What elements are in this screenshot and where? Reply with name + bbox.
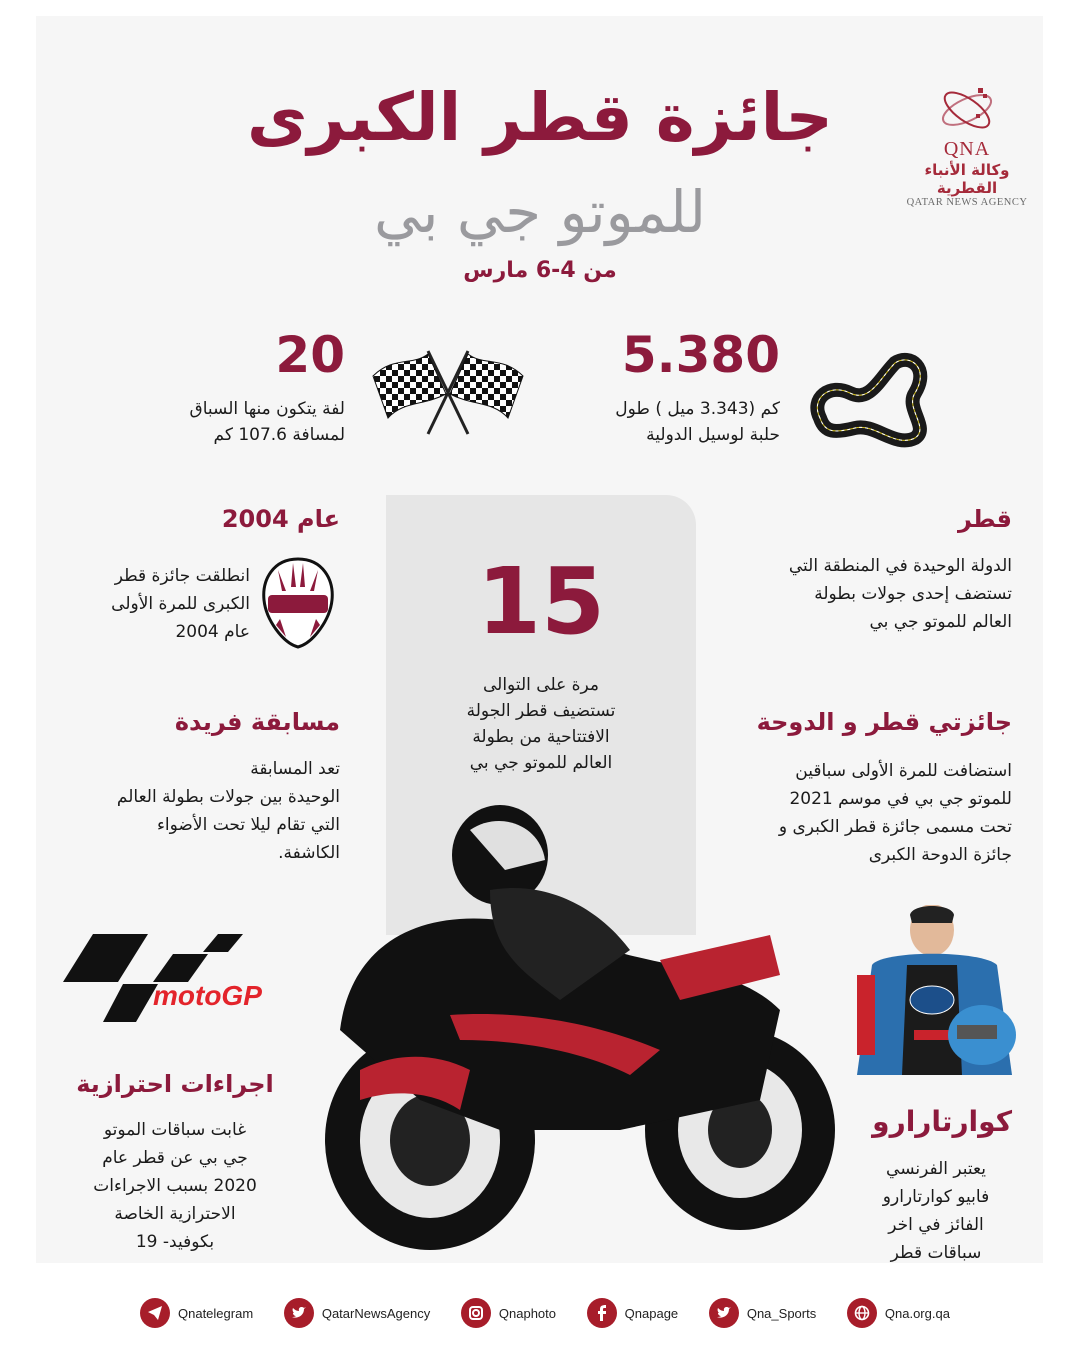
motogp-logo-text: motoGP xyxy=(153,980,262,1011)
qatar-line: العالم للموتو جي بي xyxy=(869,612,1012,632)
two-prizes-heading: جائزتي قطر و الدوحة xyxy=(756,708,1012,736)
qatar-heading: قطر xyxy=(957,505,1012,533)
social-link-facebook[interactable] xyxy=(587,1298,679,1328)
social-link-label: Qna.org.qa xyxy=(884,1305,950,1321)
laps-line-1: لفة يتكون منها السباق xyxy=(189,399,345,419)
quartararo-line: يعتبر الفرنسي xyxy=(886,1159,986,1179)
motorcycle-rider-illustration xyxy=(300,800,845,1260)
social-link-website[interactable] xyxy=(847,1298,950,1328)
center-line: العالم للموتو جي بي xyxy=(469,753,613,773)
quartararo-line: سباقات قطر xyxy=(890,1243,982,1263)
motogp-logo xyxy=(58,922,278,1027)
social-link-twitter[interactable] xyxy=(284,1298,430,1328)
quartararo-heading: كوارتارارو xyxy=(872,1105,1012,1138)
event-date: من 4-6 مارس xyxy=(463,258,617,283)
two-prizes-line: تحت مسمى جائزة قطر الكبرى و xyxy=(778,817,1012,837)
unique-race-line: الكاشفة. xyxy=(278,843,340,863)
facebook-icon xyxy=(587,1298,617,1328)
helmet-icon xyxy=(258,555,338,650)
instagram-icon xyxy=(461,1298,491,1328)
quartararo-line: الفائز في اخر xyxy=(888,1215,984,1235)
social-link-instagram[interactable] xyxy=(461,1298,556,1328)
track-length-label xyxy=(520,396,780,448)
logo-english: QATAR NEWS AGENCY xyxy=(906,197,1028,208)
qatar-line: الدولة الوحيدة في المنطقة التي xyxy=(788,556,1012,576)
unique-race-line: التي تقام ليلا تحت الأضواء xyxy=(156,815,340,835)
unique-race-line: الوحيدة بين جولات بطولة العالم xyxy=(116,787,340,807)
globe-icon xyxy=(847,1298,877,1328)
social-link-label: Qnapage xyxy=(624,1305,679,1321)
qatar-line: تستضف إحدى جولات بطولة xyxy=(814,584,1012,604)
qna-logo xyxy=(892,84,1042,208)
quartararo-line: فابيو كوارتارارو xyxy=(882,1187,990,1207)
center-line: مرة على التوالى xyxy=(482,675,600,695)
unique-race-line: تعد المسابقة xyxy=(250,759,340,779)
track-line-2: حلبة لوسيل الدولية xyxy=(646,425,780,445)
qatar-text xyxy=(700,552,1012,636)
telegram-icon xyxy=(140,1298,170,1328)
social-link-twitter-sports[interactable] xyxy=(709,1298,816,1328)
two-prizes-line: جائزة الدوحة الكبرى xyxy=(868,845,1012,865)
precautions-line: بكوفيد- 19 xyxy=(135,1232,215,1252)
qna-atom-icon xyxy=(932,84,1002,134)
consecutive-hosting-value: 15 xyxy=(476,548,606,655)
year-2004-heading: عام 2004 xyxy=(221,505,340,533)
race-track-icon xyxy=(800,348,940,448)
laps-line-2: لمسافة 107.6 كم xyxy=(213,425,345,445)
social-link-label: Qna_Sports xyxy=(746,1305,817,1321)
laps-label xyxy=(120,396,345,448)
page-subtitle: للموتو جي بي xyxy=(373,178,707,246)
precautions-line: جي بي عن قطر عام xyxy=(102,1148,248,1168)
precautions-heading: اجراءات احترازية xyxy=(76,1070,274,1098)
year-2004-text xyxy=(100,562,250,646)
center-line: الافتتاحية من بطولة xyxy=(472,727,610,747)
two-prizes-line: للموتو جي بي في موسم 2021 xyxy=(789,789,1012,809)
unique-race-text xyxy=(50,755,340,867)
social-links-footer xyxy=(140,1298,950,1328)
center-line: تستضيف قطر الجولة xyxy=(466,701,616,721)
track-line-1: كم (3.343 ميل ) طول xyxy=(615,399,780,419)
checkered-flags-icon xyxy=(368,346,528,436)
page-title: جائزة قطر الكبرى xyxy=(247,79,833,156)
unique-race-heading: مسابقة فريدة xyxy=(174,708,340,736)
quartararo-photo xyxy=(852,905,1017,1085)
laps-value: 20 xyxy=(275,326,345,384)
precautions-text xyxy=(60,1116,290,1256)
quartararo-text xyxy=(860,1155,1012,1267)
year-2004-line: الكبرى للمرة الأولى xyxy=(111,594,250,614)
twitter-icon xyxy=(284,1298,314,1328)
social-link-label: QatarNewsAgency xyxy=(321,1305,431,1321)
social-link-label: Qnatelegram xyxy=(178,1305,254,1321)
logo-short: QNA xyxy=(943,138,991,160)
track-length-value: 5.380 xyxy=(621,326,780,384)
precautions-line: الاحترازية الخاصة xyxy=(114,1204,236,1224)
precautions-line: 2020 بسبب الاجراءات xyxy=(93,1176,257,1196)
logo-arabic: وكالة الأنباء القطرية xyxy=(924,161,1010,197)
two-prizes-line: استضافت للمرة الأولى سباقين xyxy=(795,761,1012,781)
social-link-telegram[interactable] xyxy=(140,1298,253,1328)
consecutive-hosting-text xyxy=(386,672,696,776)
twitter-icon xyxy=(709,1298,739,1328)
year-2004-line: انطلقت جائزة قطر xyxy=(114,566,250,586)
year-2004-line: عام 2004 xyxy=(175,622,250,642)
precautions-line: غابت سباقات الموتو xyxy=(103,1120,247,1140)
social-link-label: Qnaphoto xyxy=(498,1305,556,1321)
